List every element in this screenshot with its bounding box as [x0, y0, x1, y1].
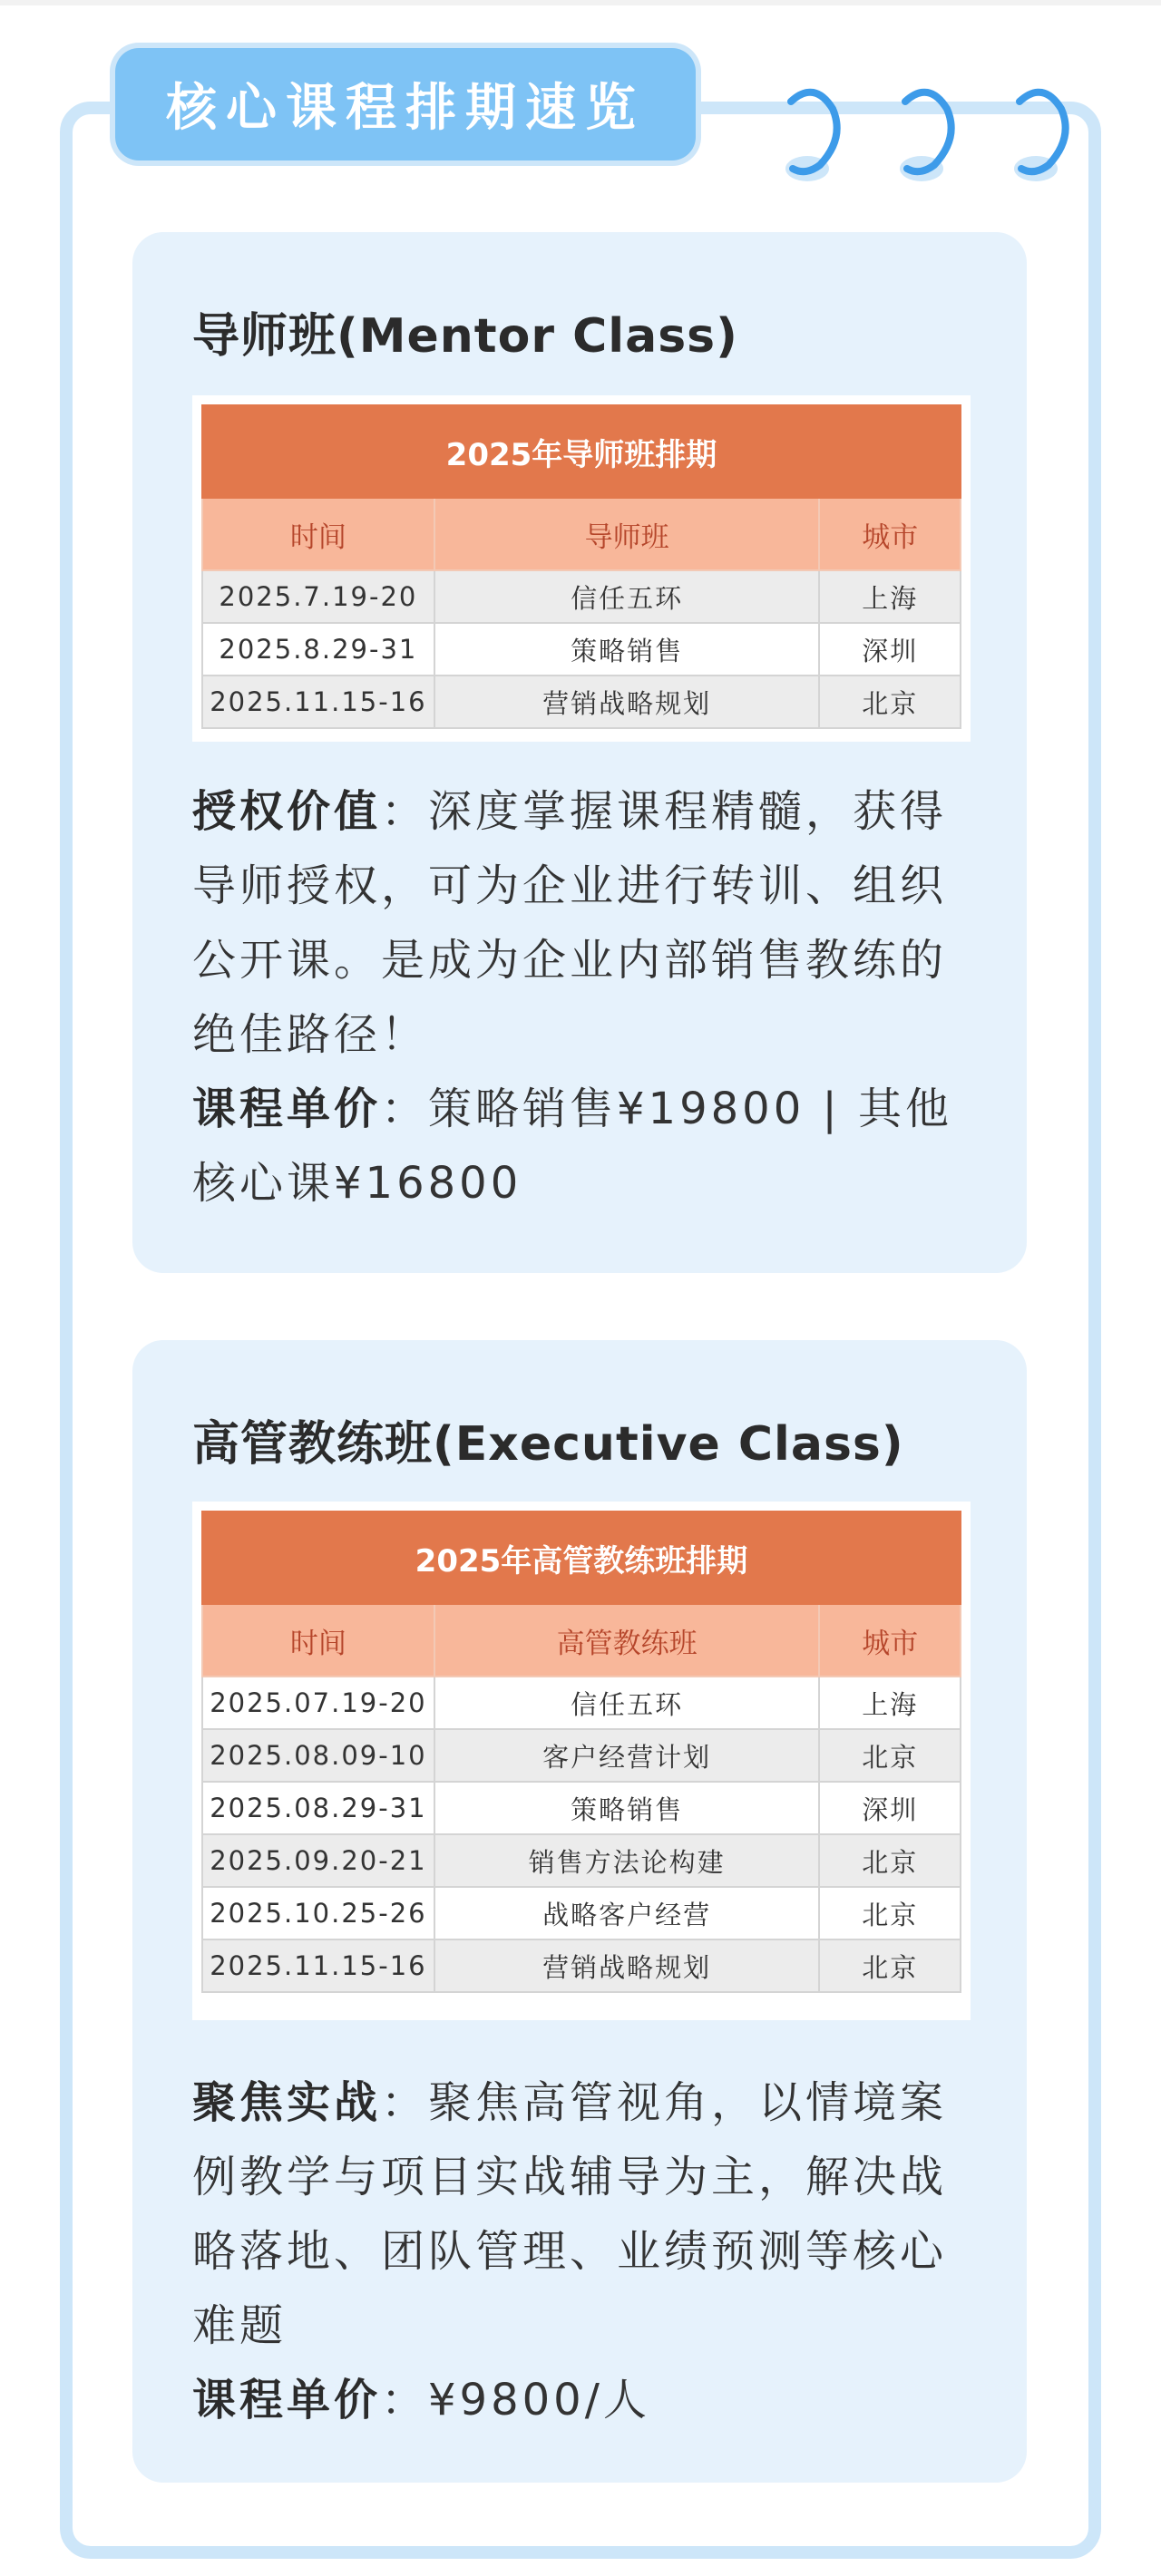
city-cell: 北京	[819, 1729, 961, 1782]
column-header: 高管教练班	[434, 1604, 820, 1677]
mentor-class-heading: 导师班(Mentor Class)	[192, 309, 738, 364]
table-header-row	[202, 1604, 961, 1677]
course-cell: 营销战略规划	[434, 676, 820, 728]
course-cell: 信任五环	[434, 1677, 820, 1729]
date-cell: 2025.8.29-31	[202, 623, 434, 676]
price-text: ：策略销售¥19800 | 其他核心课¥16800	[192, 1084, 952, 1209]
table-row	[202, 1939, 961, 1992]
city-cell: 深圳	[819, 1782, 961, 1834]
value-text: ：深度掌握课程精髓，获得导师授权，可为企业进行转训、组织公开课。是成为企业内部销售教练的绝佳路径！	[192, 786, 948, 1060]
column-header: 城市	[819, 498, 961, 570]
city-cell: 北京	[819, 1887, 961, 1939]
mentor-schedule-table	[192, 395, 971, 742]
date-cell: 2025.09.20-21	[202, 1834, 434, 1887]
city-cell: 北京	[819, 676, 961, 728]
executive-description	[192, 2066, 981, 2437]
column-header: 城市	[819, 1604, 961, 1677]
table-row	[202, 676, 961, 728]
top-divider	[0, 0, 1161, 5]
table-row	[202, 1729, 961, 1782]
date-cell: 2025.08.09-10	[202, 1729, 434, 1782]
executive-class-card	[132, 1340, 1027, 2483]
course-cell: 战略客户经营	[434, 1887, 820, 1939]
value-label: 聚焦实战	[192, 2077, 382, 2128]
mentor-description	[192, 774, 981, 1220]
table-row	[202, 1834, 961, 1887]
course-cell: 策略销售	[434, 1782, 820, 1834]
binder-ring-icon	[893, 82, 965, 190]
value-text: ：聚焦高管视角，以情境案例教学与项目实战辅导为主，解决战略落地、团队管理、业绩预测等核心难题	[192, 2077, 948, 2351]
price-label: 课程单价	[192, 2375, 382, 2425]
column-header: 时间	[202, 498, 434, 570]
mentor-class-card	[132, 232, 1027, 1273]
price-text: ：¥9800/人	[381, 2375, 650, 2425]
course-cell: 策略销售	[434, 623, 820, 676]
city-cell: 上海	[819, 570, 961, 623]
column-header: 导师班	[434, 498, 820, 570]
city-cell: 上海	[819, 1677, 961, 1729]
executive-schedule-table	[192, 1502, 971, 2020]
table-title: 2025年导师班排期	[202, 405, 961, 498]
city-cell: 深圳	[819, 623, 961, 676]
binder-ring-icon	[778, 82, 851, 190]
date-cell: 2025.10.25-26	[202, 1887, 434, 1939]
table-row	[202, 1782, 961, 1834]
course-cell: 客户经营计划	[434, 1729, 820, 1782]
date-cell: 2025.7.19-20	[202, 570, 434, 623]
price-label: 课程单价	[192, 1084, 382, 1134]
column-header: 时间	[202, 1604, 434, 1677]
section-title-badge	[115, 48, 696, 160]
table-row	[202, 1887, 961, 1939]
course-cell: 营销战略规划	[434, 1939, 820, 1992]
date-cell: 2025.11.15-16	[202, 676, 434, 728]
table-row	[202, 623, 961, 676]
table-row	[202, 1677, 961, 1729]
executive-class-heading: 高管教练班(Executive Class)	[192, 1417, 904, 1472]
date-cell: 2025.08.29-31	[202, 1782, 434, 1834]
table-header-row	[202, 498, 961, 570]
course-cell: 信任五环	[434, 570, 820, 623]
table-row	[202, 570, 961, 623]
date-cell: 2025.07.19-20	[202, 1677, 434, 1729]
value-label: 授权价值	[192, 786, 382, 837]
city-cell: 北京	[819, 1939, 961, 1992]
course-cell: 销售方法论构建	[434, 1834, 820, 1887]
table-title: 2025年高管教练班排期	[202, 1512, 961, 1604]
city-cell: 北京	[819, 1834, 961, 1887]
section-title: 核心课程排期速览	[166, 79, 645, 138]
date-cell: 2025.11.15-16	[202, 1939, 434, 1992]
binder-ring-icon	[1007, 82, 1079, 190]
